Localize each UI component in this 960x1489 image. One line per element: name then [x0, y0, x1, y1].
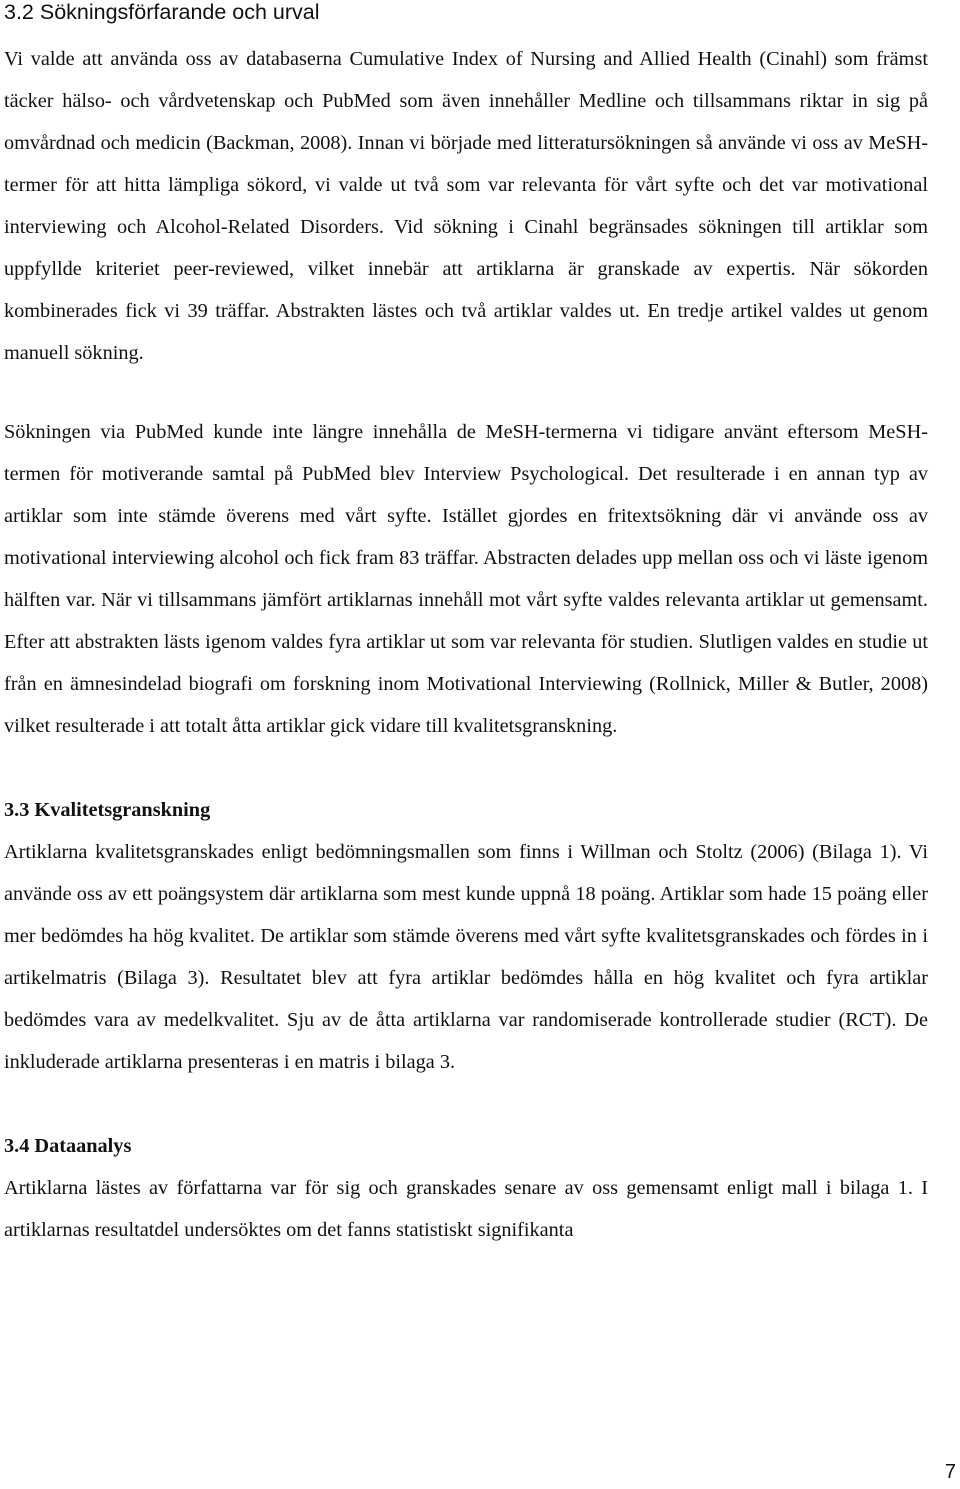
- paragraph-search-databases: Vi valde att använda oss av databaserna Cumulative Index of Nursing and Allied Health (Cinahl) som främst täcker hälso- och vårdvetenskap och PubMed som även innehåller Medline och tillsammans riktar in sig på omvårdnad och medicin (Backman, 2008). Innan vi började med litteratursökningen så använde vi oss av MeSH-termer för att hitta lämpliga sökord, vi valde ut två som var relevanta för vårt syfte och det var motivational interviewing och Alcohol-Related Disorders. Vid sökning i Cinahl begränsades sökningen till artiklar som uppfyllde kriteriet peer-reviewed, vilket innebär att artiklarna är granskade av expertis. När sökorden kombinerades fick vi 39 träffar. Abstrakten lästes och två artiklar valdes ut. En tredje artikel valdes ut genom manuell sökning.: [4, 48, 928, 364]
- paragraph-pubmed-search: Sökningen via PubMed kunde inte längre innehålla de MeSH-termerna vi tidigare använt eftersom MeSH- termen för motiverande samtal på PubMed blev Interview Psychological. Det resulterade i en annan typ av artiklar som inte stämde överens med vårt syfte. Istället gjordes en fritextsökning där vi använde oss av motivational interviewing alcohol och fick fram 83 träffar. Abstracten delades upp mellan oss och vi läste igenom hälften var. När vi tillsammans jämfört artiklarnas innehåll mot vårt syfte valdes relevanta artiklar ut gemensamt. Efter att abstrakten lästs igenom valdes fyra artiklar ut som var relevanta för studien. Slutligen valdes en studie ut från en ämnesindelad biografi om forskning inom Motivational Interviewing (Rollnick, Miller & Butler, 2008) vilket resulterade i att totalt åtta artiklar gick vidare till kvalitetsgranskning.: [4, 421, 928, 737]
- section-heading-3-4: 3.4 Dataanalys: [4, 1135, 132, 1157]
- section-heading-3-2: 3.2 Sökningsförfarande och urval: [4, 0, 320, 24]
- page-number: 7: [944, 1461, 956, 1483]
- document-page: [4, 0, 928, 1251]
- paragraph-data-analysis: Artiklarna lästes av författarna var för sig och granskades senare av oss gemensamt enligt mall i bilaga 1. I artiklarnas resultatdel undersöktes om det fanns statistiskt signifikanta: [4, 1177, 928, 1241]
- paragraph-quality-review: Artiklarna kvalitetsgranskades enligt bedömningsmallen som finns i Willman och Stoltz (2006) (Bilaga 1). Vi använde oss av ett poängsystem där artiklarna som mest kunde uppnå 18 poäng. Artiklar som hade 15 poäng eller mer bedömdes ha hög kvalitet. De artiklar som stämde överens med vårt syfte kvalitetsgranskades och fördes in i artikelmatris (Bilaga 3). Resultatet blev att fyra artiklar bedömdes hålla en hög kvalitet och fyra artiklar bedömdes vara av medelkvalitet. Sju av de åtta artiklarna var randomiserade kontrollerade studier (RCT). De inkluderade artiklarna presenteras i en matris i bilaga 3.: [4, 841, 928, 1073]
- section-heading-3-3: 3.3 Kvalitetsgranskning: [4, 799, 211, 821]
